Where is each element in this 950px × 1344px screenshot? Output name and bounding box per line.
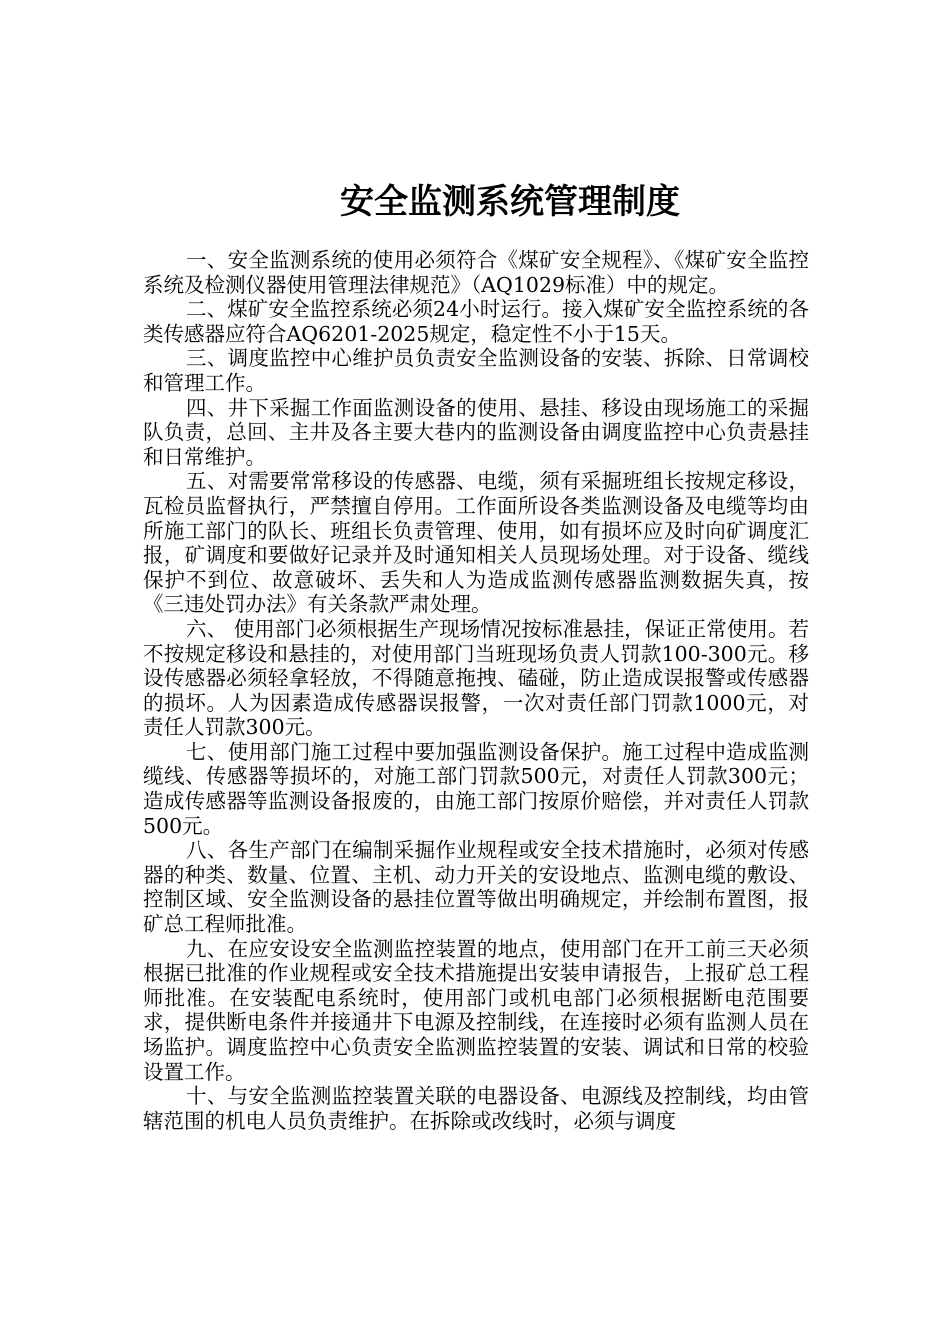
clause-7: 七、使用部门施工过程中要加强监测设备保护。施工过程中造成监测缆线、传感器等损坏的，对施工部门罚款500元，对责任人罚款300元；造成传感器等监测设备报废的，由施工部门按原价赔偿，并对责任人罚款500元。 (143, 739, 809, 838)
document-title: 安全监测系统管理制度 (340, 182, 680, 222)
document-body (143, 248, 809, 1133)
clause-9: 九、在应安设安全监测监控装置的地点，使用部门在开工前三天必须根据已批准的作业规程或安全技术措施提出安装申请报告，上报矿总工程师批准。在安装配电系统时，使用部门或机电部门必须根据断电范围要求，提供断电条件并接通井下电源及控制线，在连接时必须有监测人员在场监护。调度监控中心负责安全监测监控装置的安装、调试和日常的校验设置工作。 (143, 936, 809, 1084)
clause-3: 三、调度监控中心维护员负责安全监测设备的安装、拆除、日常调校和管理工作。 (143, 346, 809, 395)
clause-8: 八、各生产部门在编制采掘作业规程或安全技术措施时，必须对传感器的种类、数量、位置、主机、动力开关的安设地点、监测电缆的敷设、控制区域、安全监测设备的悬挂位置等做出明确规定，并绘制布置图，报矿总工程师批准。 (143, 838, 809, 937)
clause-1: 一、安全监测系统的使用必须符合《煤矿安全规程》、《煤矿安全监控系统及检测仪器使用管理法律规范》（AQ1029标准）中的规定。 (143, 248, 809, 297)
clause-10: 十、与安全监测监控装置关联的电器设备、电源线及控制线，均由管辖范围的机电人员负责维护。在拆除或改线时，必须与调度 (143, 1084, 809, 1133)
clause-6: 六、 使用部门必须根据生产现场情况按标准悬挂，保证正常使用。若不按规定移设和悬挂的，对使用部门当班现场负责人罚款100-300元。移设传感器必须轻拿轻放，不得随意拖拽、磕碰，防止造成误报警或传感器的损坏。人为因素造成传感器误报警，一次对责任部门罚款1000元，对责任人罚款300元。 (143, 616, 809, 740)
clause-4: 四、井下采掘工作面监测设备的使用、悬挂、移设由现场施工的采掘队负责，总回、主井及各主要大巷内的监测设备由调度监控中心负责悬挂和日常维护。 (143, 395, 809, 469)
clause-5: 五、对需要常常移设的传感器、电缆，须有采掘班组长按规定移设，瓦检员监督执行，严禁擅自停用。工作面所设各类监测设备及电缆等均由所施工部门的队长、班组长负责管理、使用，如有损坏应及时向矿调度汇报，矿调度和要做好记录并及时通知相关人员现场处理。对于设备、缆线保护不到位、故意破坏、丢失和人为造成监测传感器监测数据失真，按《三违处罚办法》有关条款严肃处理。 (143, 469, 809, 617)
clause-2: 二、煤矿安全监控系统必须24小时运行。接入煤矿安全监控系统的各类传感器应符合AQ6201-2025规定，稳定性不小于15天。 (143, 297, 809, 346)
